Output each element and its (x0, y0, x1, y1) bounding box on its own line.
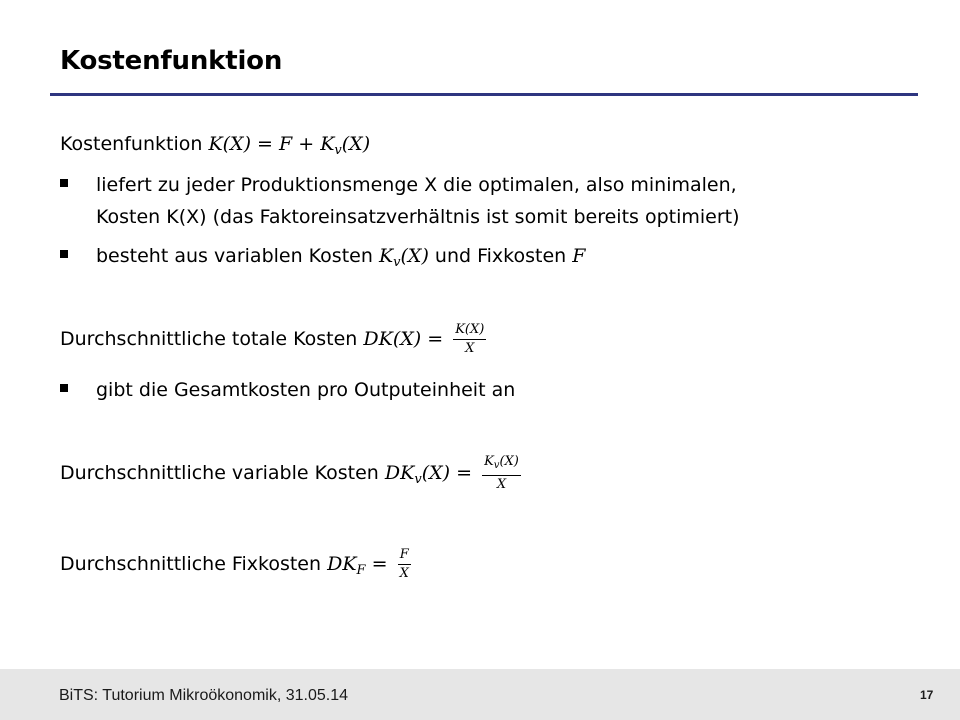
cost-function-heading (60, 133, 370, 158)
bullet-square-icon (60, 384, 68, 392)
bullet-text-part: und Fixkosten (434, 245, 567, 267)
footer-text: BiTS: Tutorium Mikroökonomik, 31.05.14 (59, 687, 349, 704)
formula-plus: + (298, 133, 315, 155)
bullet-text: liefert zu jeder Produktionsmenge X die optimalen, also minimalen, (96, 174, 737, 196)
formula-fixed-cost: F (279, 133, 293, 155)
average-total-cost-heading (60, 321, 486, 358)
formula-variable-arg: (X) (341, 133, 371, 155)
title-underline (50, 93, 918, 96)
formula-equals: = (257, 133, 273, 155)
bullet-text: Kosten K(X) (das Faktoreinsatzverhältnis ist somit bereits optimiert) (96, 206, 740, 228)
average-variable-fraction: $\frac{K_v(X)}{X}$ (484, 454, 519, 492)
bullet-square-icon (60, 179, 68, 187)
average-total-formula: DK(X) = (363, 328, 444, 350)
bullet-square-icon (60, 250, 68, 258)
formula-variable-cost: K (320, 133, 335, 155)
average-total-fraction: $\frac{K(X)}{X}$ (455, 322, 485, 356)
slide-title: Kostenfunktion (60, 46, 283, 76)
average-fixed-label: Durchschnittliche Fixkosten (60, 553, 322, 575)
average-variable-label: Durchschnittliche variable Kosten (60, 462, 379, 484)
page-number: 17 (920, 688, 934, 702)
average-fixed-fraction: $\frac{F}{X}$ (399, 547, 409, 581)
cost-function-formula (208, 133, 371, 158)
average-fixed-formula: $DK_F$ = (327, 553, 388, 578)
formula-variable-subscript: v (334, 143, 342, 158)
average-variable-cost-heading (60, 453, 521, 494)
average-fixed-cost-heading (60, 546, 411, 583)
bullet-text: gibt die Gesamtkosten pro Outputeinheit an (96, 379, 516, 401)
variable-cost-symbol: $K_v(X)$ (378, 245, 429, 270)
average-variable-formula: $DK_v(X)$ = (384, 462, 473, 487)
bullet-text-part: besteht aus variablen Kosten (96, 245, 373, 267)
bullet-text (96, 245, 585, 270)
average-total-label: Durchschnittliche totale Kosten (60, 328, 358, 350)
cost-function-label: Kostenfunktion (60, 133, 203, 155)
formula-lhs: K(X) (208, 133, 251, 155)
fixed-cost-symbol: F (572, 245, 586, 267)
